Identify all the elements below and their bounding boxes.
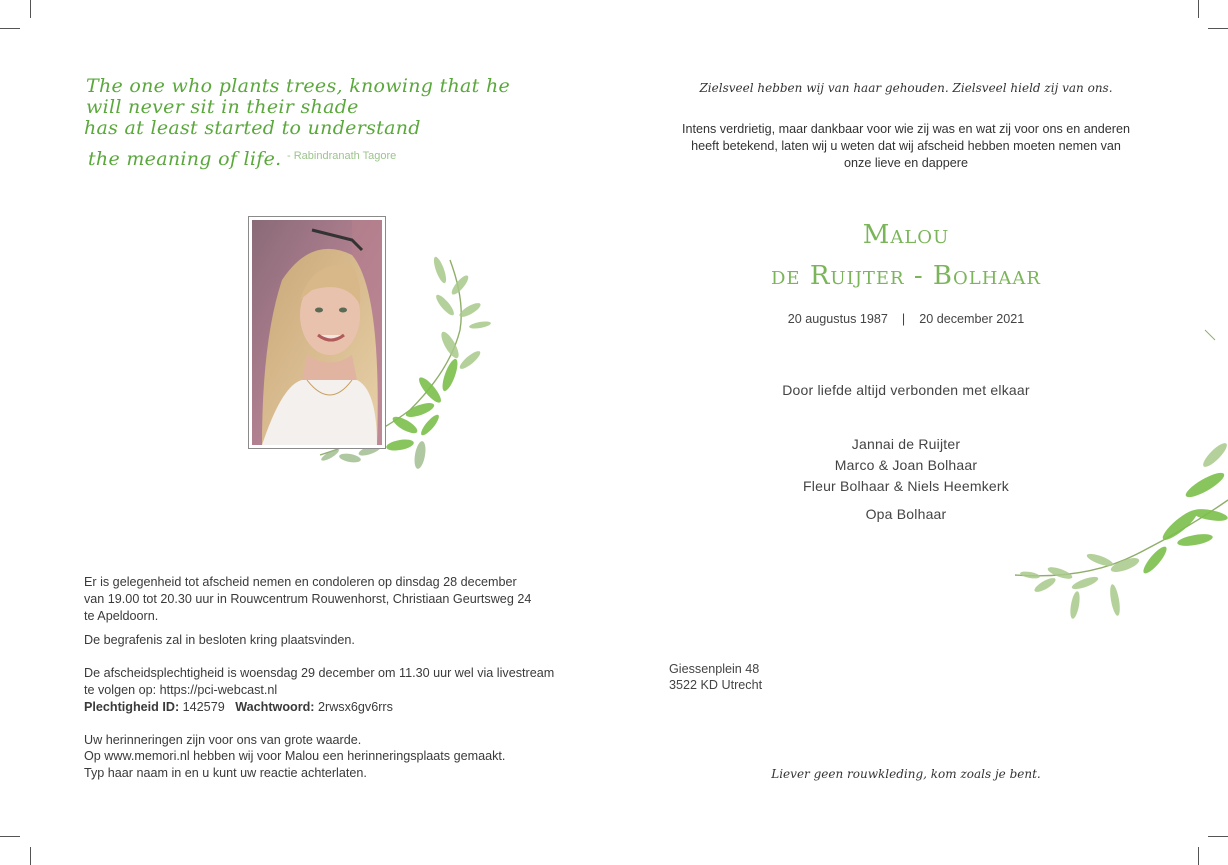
announcement-line: heeft betekend, laten wij u weten dat wij afscheid hebben moeten nemen van — [691, 139, 1121, 153]
motto: Door liefde altijd verbonden met elkaar — [782, 382, 1030, 398]
password-value: 2rwsx6gv6rrs — [318, 699, 393, 714]
portrait-photo-frame — [248, 216, 386, 449]
crop-mark — [0, 836, 20, 837]
tagline: Zielsveel hebben wij van haar gehouden. Zielsveel hield zij van ons. — [699, 81, 1113, 95]
family-member: Marco & Joan Bolhaar — [834, 457, 978, 473]
condolence-line: Er is gelegenheid tot afscheid nemen en condoleren op dinsdag 28 december — [84, 575, 517, 589]
memories-line: Uw herinneringen zijn voor ons van grote waarde. — [84, 732, 362, 747]
portrait-photo — [252, 220, 382, 445]
password-label: Wachtwoord: — [235, 699, 315, 714]
condolence-line: te Apeldoorn. — [84, 608, 159, 623]
announcement-line: Intens verdrietig, maar dankbaar voor wie zij was en wat zij voor ons en anderen — [681, 122, 1130, 136]
birth-date: 20 augustus 1987 — [787, 312, 888, 326]
announcement-line: onze lieve en dappere — [844, 156, 968, 170]
ceremony-info — [84, 574, 584, 782]
quote-line: The one who plants trees, knowing that he — [86, 75, 511, 97]
livestream-line: De afscheidsplechtigheid is woensdag 29 december om 11.30 uur wel via livestream — [84, 666, 555, 681]
family-member: Jannai de Ruijter — [851, 436, 961, 452]
life-dates — [640, 312, 1172, 326]
family-member: Opa Bolhaar — [865, 506, 947, 522]
deceased-name — [640, 215, 1172, 297]
memories-line: Op www.memori.nl hebben wij voor Malou een herinneringsplaats gemaakt. — [84, 749, 506, 764]
death-date: 20 december 2021 — [919, 312, 1025, 326]
crop-mark — [0, 28, 20, 29]
ceremony-id-value: 142579 — [182, 699, 225, 714]
funeral-note: De begrafenis zal in besloten kring plaatsvinden. — [84, 633, 355, 648]
crop-mark — [1208, 28, 1228, 29]
family-member: Fleur Bolhaar & Niels Heemkerk — [803, 478, 1009, 494]
quote-author: - Rabindranath Tagore — [287, 150, 397, 162]
first-name: Malou — [862, 220, 950, 250]
address — [669, 661, 762, 693]
memories-line: Typ haar naam in en u kunt uw reactie achterlaten. — [84, 766, 367, 781]
olive-branch-right-illustration — [1005, 325, 1228, 625]
crop-mark — [1198, 0, 1199, 18]
quote-line: the meaning of life. — [88, 148, 282, 170]
date-separator: | — [901, 312, 906, 326]
livestream-link[interactable]: te volgen op: https://pci-webcast.nl — [84, 682, 278, 697]
crop-mark — [1198, 847, 1199, 865]
livestream-credentials — [84, 699, 584, 716]
dress-code-note: Liever geen rouwkleding, kom zoals je bent. — [771, 767, 1041, 781]
quote-line: will never sit in their shade — [86, 96, 359, 118]
ceremony-id-label: Plechtigheid ID: — [84, 699, 180, 714]
crop-mark — [30, 847, 31, 865]
crop-mark — [1208, 836, 1228, 837]
quote-line: has at least started to understand — [84, 117, 421, 139]
condolence-line: van 19.00 tot 20.30 uur in Rouwcentrum Rouwenhorst, Christiaan Geurtsweg 24 — [84, 591, 532, 606]
crop-mark — [30, 0, 31, 18]
announcement-text — [640, 121, 1172, 172]
address-street: Giessenplein 48 — [669, 662, 760, 676]
last-name: de Ruijter - Bolhaar — [771, 261, 1041, 291]
address-city: 3522 KD Utrecht — [669, 678, 763, 692]
